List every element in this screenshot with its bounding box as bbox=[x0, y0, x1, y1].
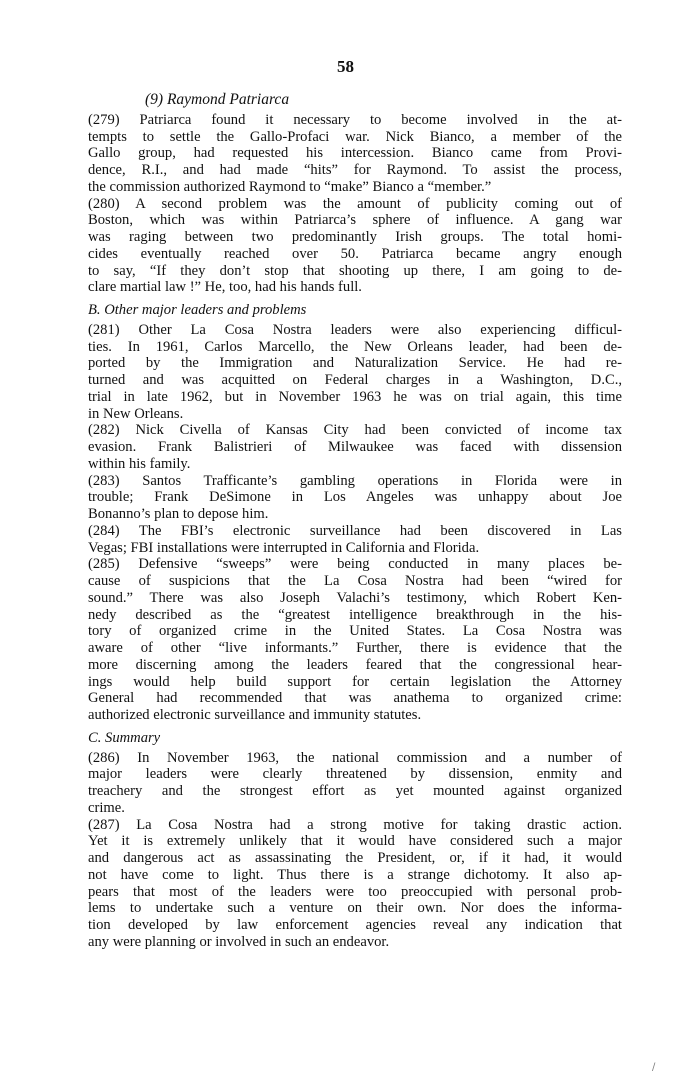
text-line: (286) In November 1963, the national commission and a number of bbox=[88, 749, 622, 766]
text-line: (287) La Cosa Nostra had a strong motive for taking drastic action. bbox=[88, 816, 622, 833]
text-line: cides eventually reached over 50. Patriarca became angry enough bbox=[88, 245, 622, 262]
text-line: the commission authorized Raymond to “make” Bianco a “member.” bbox=[88, 178, 492, 195]
text-line: lems to undertake such a venture on their own. Nor does the informa- bbox=[88, 900, 622, 917]
text-line: major leaders were clearly threatened by dissension, enmity and bbox=[88, 766, 622, 783]
text-line: not have come to light. Thus there is a strange dichotomy. It also ap- bbox=[88, 866, 622, 883]
text-line: was raging between two predominantly Irish groups. The total homi- bbox=[88, 229, 622, 245]
text-line: Boston, which was within Patriarca’s sphere of influence. A gang war bbox=[88, 212, 622, 229]
text-line: Vegas; FBI installations were interrupted in California and Florida. bbox=[88, 539, 480, 556]
text-line: (282) Nick Civella of Kansas City had been convicted of income tax bbox=[88, 422, 622, 439]
text-line: ported by the Immigration and Naturalization Service. He had re- bbox=[88, 355, 622, 372]
text-line: trouble; Frank DeSimone in Los Angeles was unhappy about Joe bbox=[88, 489, 622, 506]
scan-mark: / bbox=[652, 1062, 656, 1073]
paragraph bbox=[88, 473, 622, 523]
text-line: Yet it is extremely unlikely that it would have considered such a major bbox=[88, 833, 622, 850]
text-line: nedy described as the “greatest intelligence breakthrough in the his- bbox=[88, 606, 622, 623]
text-line: more discerning among the leaders feared that the congressional hear- bbox=[88, 656, 622, 673]
text-line: dence, R.I., and had made “hits” for Raymond. To assist the process, bbox=[88, 162, 622, 178]
paragraph bbox=[88, 422, 622, 472]
text-line: to say, “If they don’t stop that shooting up there, I am going to de- bbox=[88, 262, 622, 279]
text-line: clare martial law !” He, too, had his hands full. bbox=[88, 279, 362, 296]
section-heading: C. Summary bbox=[88, 729, 161, 746]
page-number: 58 bbox=[337, 57, 354, 76]
text-line: (283) Santos Trafficante’s gambling operations in Florida were in bbox=[88, 472, 622, 489]
text-line: Bonanno’s plan to depose him. bbox=[88, 506, 269, 522]
paragraph bbox=[88, 196, 622, 297]
text-line: ings would help build support for certain legislation the Attorney bbox=[88, 673, 622, 690]
text-line: General had recommended that was anathema to organized crime: bbox=[88, 690, 622, 707]
paragraph bbox=[88, 322, 622, 423]
text-line: pears that most of the leaders were too preoccupied with personal prob- bbox=[88, 883, 622, 900]
text-line: within his family. bbox=[88, 455, 191, 472]
text-line: any were planning or involved in such an endeavor. bbox=[88, 933, 390, 950]
text-line: (281) Other La Cosa Nostra leaders were also experiencing difficul- bbox=[88, 321, 622, 338]
text-line: treachery and the strongest effort as yet mounted against organized bbox=[88, 783, 622, 799]
section-subheading: (9) Raymond Patriarca bbox=[145, 91, 290, 108]
paragraph bbox=[88, 817, 622, 951]
section-heading: B. Other major leaders and problems bbox=[88, 302, 307, 318]
text-line: (285) Defensive “sweeps” were being conducted in many places be- bbox=[88, 556, 622, 573]
text-line: turned and was acquitted on Federal charges in a Washington, D.C., bbox=[88, 372, 622, 388]
text-line: tion developed by law enforcement agencies reveal any indication that bbox=[88, 917, 622, 933]
text-line: cause of suspicions that the La Cosa Nostra had been “wired for bbox=[88, 573, 622, 589]
text-line: (284) The FBI’s electronic surveillance had been discovered in Las bbox=[88, 522, 622, 539]
text-line: (280) A second problem was the amount of publicity coming out of bbox=[88, 195, 622, 212]
text-line: and dangerous act as assassinating the President, or, if it had, it would bbox=[88, 850, 622, 866]
paragraph bbox=[88, 556, 622, 724]
text-line: tempts to settle the Gallo-Profaci war. Nick Bianco, a member of the bbox=[88, 128, 622, 145]
text-line: trial in late 1962, but in November 1963 he was on trial again, this time bbox=[88, 388, 622, 405]
text-line: Gallo group, had requested his intercession. Bianco came from Provi- bbox=[88, 145, 622, 162]
text-line: ties. In 1961, Carlos Marcello, the New Orleans leader, had been de- bbox=[88, 338, 622, 355]
text-line: sound.” There was also Joseph Valachi’s testimony, which Robert Ken- bbox=[88, 589, 622, 606]
text-line: evasion. Frank Balistrieri of Milwaukee was faced with dissension bbox=[88, 439, 622, 455]
text-line: authorized electronic surveillance and immunity statutes. bbox=[88, 707, 422, 723]
text-line: in New Orleans. bbox=[88, 405, 184, 422]
text-line: (279) Patriarca found it necessary to become involved in the at- bbox=[88, 111, 622, 128]
paragraph bbox=[88, 750, 622, 817]
paragraph bbox=[88, 112, 622, 196]
document-content bbox=[88, 112, 622, 951]
text-line: tory of organized crime in the United States. La Cosa Nostra was bbox=[88, 623, 622, 640]
text-line: aware of other “live informants.” Further, there is evidence that the bbox=[88, 640, 622, 656]
text-line: crime. bbox=[88, 799, 125, 816]
paragraph bbox=[88, 523, 622, 557]
document-body bbox=[88, 92, 622, 951]
